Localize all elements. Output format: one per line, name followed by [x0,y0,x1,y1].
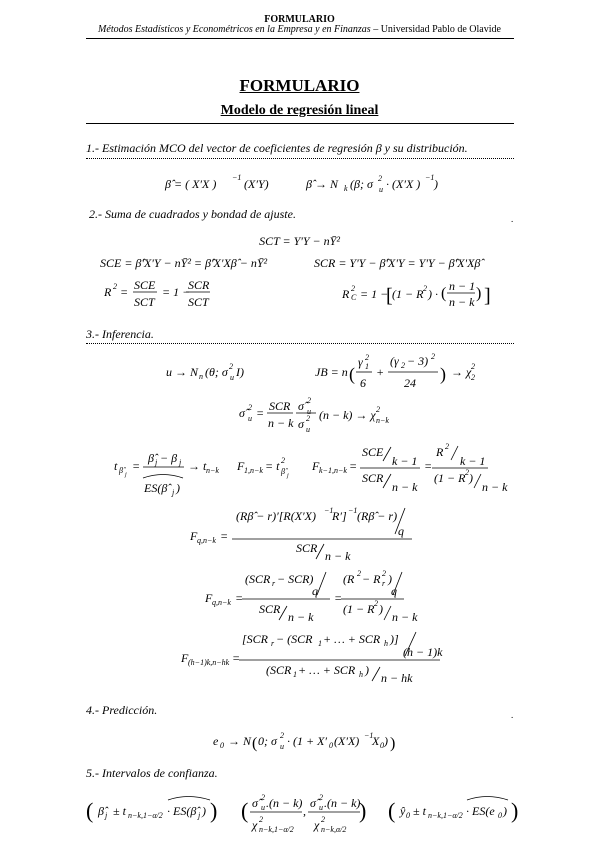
formula-ols-distribution [305,173,438,194]
svg-text:SCR: SCR [296,541,318,555]
formula-variance-chi-square [296,396,389,434]
svg-text:(h−1)k,n−hk: (h−1)k,n−hk [188,658,230,667]
svg-text:γ: γ [358,355,363,369]
svg-text:(γ: (γ [390,354,399,368]
svg-text:u: u [230,373,234,382]
svg-text:χ: χ [314,818,320,832]
svg-text:2: 2 [307,396,311,405]
svg-text:−1: −1 [364,731,374,740]
formula-variance-estimator [239,399,294,430]
svg-text:=: = [132,459,141,473]
svg-text:(SCR: (SCR [245,572,271,586]
section-4-mark: . [511,710,514,720]
svg-text:I): I) [236,365,244,379]
svg-text:j: j [105,811,108,820]
svg-text:j: j [179,458,182,467]
svg-text:j: j [125,472,127,478]
svg-text:· ES(β̂: · ES(β̂ [167,804,197,818]
svg-text:=: = [334,591,343,605]
svg-text:2: 2 [471,362,475,371]
formula-scr: SCR = Y'Y − β̂'X'Y = Y'Y − β̂'X'Xβ̂ [314,256,481,270]
svg-text:β̂: β̂ [98,804,104,818]
svg-text:): ) [176,481,180,495]
svg-text:0: 0 [380,741,384,750]
svg-text:σ̂: σ̂ [310,796,316,810]
svg-text:2: 2 [319,793,323,802]
svg-text:(1 − R: (1 − R [392,287,424,301]
svg-text:u: u [307,407,311,416]
svg-text:): ) [390,735,396,752]
svg-text:[SCR: [SCR [242,632,269,646]
svg-text:· (1 + X′: · (1 + X′ [287,734,328,748]
svg-text:0; σ: 0; σ [258,734,277,748]
svg-text:β̂: β̂ [119,466,123,475]
svg-text:2: 2 [113,282,117,291]
svg-text:(R: (R [343,572,355,586]
svg-text:(β; σ: (β; σ [350,177,373,191]
svg-text:(: ( [441,285,447,302]
svg-text:n − k: n − k [449,295,475,309]
svg-text:2: 2 [445,442,449,451]
svg-text:q: q [398,524,404,538]
svg-text:j: j [287,473,289,479]
svg-text:): ) [384,734,388,748]
svg-text:R: R [104,285,112,299]
svg-text:k − 1: k − 1 [392,454,418,468]
svg-text:2: 2 [401,361,405,370]
document-title: FORMULARIO [239,76,360,95]
svg-text:): ) [511,798,519,823]
svg-text:2: 2 [423,284,427,293]
svg-text:± t: ± t [413,804,426,818]
svg-text:β̂ = ( X′X ): β̂ = ( X′X ) [165,177,217,191]
svg-text:· (X′X ): · (X′X ) [386,177,421,191]
svg-text:r: r [272,579,276,588]
svg-text:→ χ: → χ [451,365,472,379]
svg-text:j: j [172,488,175,497]
svg-text:u: u [379,185,383,194]
section-2-heading: 2.- Suma de cuadrados y bondad de ajuste. [89,207,296,221]
svg-text:(n − k) → χ: (n − k) → χ [319,408,376,422]
svg-text:2: 2 [280,731,284,740]
svg-text:X: X [372,734,380,748]
svg-text:−1: −1 [324,506,334,515]
svg-text:→ t: → t [188,459,207,473]
svg-text:h: h [359,670,363,679]
svg-text:n−k,1−α/2: n−k,1−α/2 [128,811,163,820]
svg-text:=: = [424,459,433,473]
svg-text:σ̂: σ̂ [252,796,258,810]
svg-text:n−k: n−k [376,416,389,425]
svg-text:): ) [503,804,507,818]
svg-text:n−k: n−k [206,466,219,475]
svg-text:=: = [235,591,244,605]
svg-text:): ) [365,663,369,677]
svg-text:h: h [384,639,388,648]
svg-text:.(n − k): .(n − k) [324,796,361,810]
svg-text:− 3): − 3) [407,354,429,368]
svg-text:σ: σ [298,417,304,431]
formula-ci-prediction [388,797,518,824]
svg-text:→ N: → N [228,734,252,748]
svg-text:(θ; σ: (θ; σ [205,365,228,379]
formula-sct: SCT = Y'Y − nȲ² [259,234,340,248]
svg-text:χ: χ [252,818,258,832]
svg-text:0: 0 [329,741,333,750]
section-5-heading: 5.- Intervalos de confianza. [86,766,218,780]
svg-text:6: 6 [360,376,366,390]
svg-text:F: F [237,459,245,473]
svg-text:0: 0 [498,811,502,820]
svg-text:.(n − k): .(n − k) [266,796,303,810]
svg-text:· ES(e: · ES(e [466,804,495,818]
svg-text:u: u [306,425,310,434]
svg-text:2: 2 [431,352,435,361]
svg-text:): ) [440,364,446,384]
section-3-heading: 3.- Inferencia. [86,327,154,341]
svg-text:=: = [349,459,358,473]
svg-text:− β: − β [160,451,178,465]
svg-text:k − 1: k − 1 [460,454,486,468]
svg-text:= t: = t [265,459,280,473]
svg-text:(: ( [349,364,355,384]
svg-text:(: ( [252,735,258,752]
svg-text:n − 1: n − 1 [449,279,476,293]
svg-text:F: F [312,459,320,473]
svg-text:u: u [248,414,252,423]
svg-text:SCR: SCR [269,399,291,413]
svg-text:(: ( [241,798,249,823]
svg-text:= 1 −: = 1 − [360,287,389,301]
svg-text:0: 0 [220,741,224,750]
svg-text:): ) [379,602,383,616]
svg-text:SCT: SCT [134,295,155,309]
svg-text:): ) [359,798,367,823]
svg-text:): ) [202,804,206,818]
svg-text:(X′Y): (X′Y) [244,177,269,191]
formula-prediction-error [213,731,395,752]
svg-text:SCR: SCR [362,471,384,485]
svg-text:R′]: R′] [332,509,347,523]
svg-text:(1 − R: (1 − R [434,471,466,485]
svg-text:[: [ [386,285,393,307]
svg-text:j: j [198,811,201,820]
svg-text:R: R [342,287,350,301]
svg-text:− R: − R [362,572,381,586]
svg-text:u: u [280,742,284,751]
document-subtitle: Modelo de regresión lineal [220,103,379,118]
svg-text:SCT: SCT [188,295,209,309]
svg-text:k−1,n−k: k−1,n−k [319,466,347,475]
svg-text:2: 2 [259,815,263,824]
formula-sce: SCE = β̂'X'Y − nȲ² = β̂'X'Xβ̂ − nȲ² [100,256,268,270]
formula-f-chow [180,632,443,685]
svg-text:(: ( [388,798,396,823]
formula-jarque-bera [315,352,475,390]
svg-text:r: r [271,639,275,648]
svg-text:(SCR: (SCR [266,663,292,677]
svg-text:): ) [476,285,482,302]
svg-text:2: 2 [281,456,285,465]
svg-text:) ·: ) · [428,287,438,301]
svg-text:0: 0 [406,811,410,820]
section-2-mark: . [511,214,514,224]
svg-text:q,n−k: q,n−k [197,536,216,545]
svg-text:C: C [351,293,357,302]
svg-text:n−k,1−α/2: n−k,1−α/2 [428,811,463,820]
svg-text:n − k: n − k [482,480,508,494]
formula-f-linear-restrictions [189,506,412,563]
svg-text:2: 2 [376,405,380,414]
formula-r-squared [103,278,210,309]
svg-text:2: 2 [471,373,475,382]
svg-text:): ) [210,798,218,823]
svg-text:2: 2 [465,468,469,477]
svg-text:u → N: u → N [166,365,199,379]
svg-text:=: = [232,651,241,665]
svg-text:(Rβ̂ − r)′[R(X′X): (Rβ̂ − r)′[R(X′X) [236,509,316,523]
svg-text:n − k: n − k [288,610,314,624]
svg-text:n − hk: n − hk [381,671,413,685]
svg-text:n − k: n − k [325,549,351,563]
svg-text:u: u [261,803,265,812]
svg-text:n − k: n − k [392,610,418,624]
svg-text:2: 2 [351,284,355,293]
formula-f-one [236,456,289,479]
svg-text:=: = [256,406,265,420]
svg-text:n − k: n − k [392,480,418,494]
svg-text:β̂ → N: β̂ → N [306,177,338,191]
svg-text:=: = [120,285,129,299]
svg-text:j: j [155,458,158,467]
svg-text:− SCR): − SCR) [277,572,314,586]
svg-text:n−k,α/2: n−k,α/2 [321,825,347,834]
svg-text:2: 2 [374,599,378,608]
header-title: FORMULARIO [264,14,335,25]
formula-ols-estimator [164,173,269,191]
svg-text:2: 2 [306,414,310,423]
svg-text:JB = n: JB = n [315,365,348,379]
svg-text:): ) [434,177,438,191]
header-subtitle-rest: – Universidad Pablo de Olavide [370,24,501,35]
svg-text:−1: −1 [348,506,358,515]
svg-text:−1: −1 [425,173,435,182]
svg-text:2: 2 [382,569,386,578]
svg-text:(1 − R: (1 − R [343,602,375,616]
svg-text:ES(β̂: ES(β̂ [144,481,168,495]
svg-text:SCR: SCR [188,278,210,292]
svg-text:β̂: β̂ [281,467,285,476]
svg-text:2: 2 [261,793,265,802]
formula-f-restricted [204,569,418,624]
svg-text:2: 2 [248,403,252,412]
formula-ci-variance [241,793,366,834]
svg-text:SCE: SCE [362,445,384,459]
svg-text:(X′X): (X′X) [334,734,360,748]
svg-text:2: 2 [229,362,233,371]
svg-text:2: 2 [365,353,369,362]
svg-text:1: 1 [293,670,297,679]
svg-text:+ … + SCR: + … + SCR [323,632,381,646]
svg-text:24: 24 [404,376,416,390]
formula-t-statistic [114,451,219,497]
svg-text:]: ] [484,285,491,307]
svg-text:2: 2 [378,174,382,183]
svg-text:− (SCR: − (SCR [276,632,313,646]
svg-text:F: F [181,651,189,665]
formula-f-regression [311,442,508,494]
formula-ci-beta [86,797,217,824]
svg-text:σ̂: σ̂ [239,406,245,420]
svg-text:= 1 −: = 1 − [162,285,191,299]
svg-text:+ … + SCR: + … + SCR [298,663,356,677]
svg-text:): ) [388,572,392,586]
header-subtitle-italic: Métodos Estadísticos y Econométricos en la Empresa y en Finanzas [98,24,371,35]
svg-text:F: F [190,529,198,543]
svg-text:q: q [391,584,397,598]
svg-text:R: R [436,445,444,459]
svg-text:r: r [382,579,386,588]
svg-text:SCR: SCR [259,602,281,616]
section-4-heading: 4.- Predicción. [86,703,158,717]
svg-text:q: q [312,584,318,598]
svg-text:F: F [205,591,213,605]
svg-text:2: 2 [357,569,361,578]
svg-text:(h − 1)k: (h − 1)k [403,645,443,659]
svg-text:k: k [344,184,348,193]
svg-text:σ̂: σ̂ [298,399,304,413]
svg-text:n: n [199,372,203,381]
svg-text:n − k: n − k [268,416,294,430]
section-1-heading: 1.- Estimación MCO del vector de coeficientes de regresión β y su distribución. [86,141,468,155]
formula-error-distribution [166,362,244,382]
svg-text:)]: )] [390,632,399,646]
svg-text:(: ( [86,798,94,823]
svg-text:± t: ± t [113,804,126,818]
svg-text:1: 1 [318,639,322,648]
svg-text:e: e [213,734,219,748]
svg-text:(Rβ̂ − r): (Rβ̂ − r) [357,509,398,523]
svg-text:): ) [469,471,473,485]
svg-text:1: 1 [365,362,369,371]
svg-text:+: + [376,365,385,379]
svg-text:ŷ: ŷ [400,804,406,818]
svg-text:=: = [220,529,229,543]
svg-text:q,n−k: q,n−k [212,598,231,607]
svg-text:β̂: β̂ [148,451,154,465]
svg-text:u: u [319,803,323,812]
svg-text:2: 2 [321,815,325,824]
svg-text:,: , [303,804,306,818]
formula-adjusted-r-squared [341,279,491,309]
svg-text:1,n−k: 1,n−k [244,466,263,475]
svg-text:−1: −1 [232,173,242,182]
svg-text:t: t [114,459,118,473]
svg-text:SCE: SCE [134,278,156,292]
svg-text:n−k,1−α/2: n−k,1−α/2 [259,825,294,834]
